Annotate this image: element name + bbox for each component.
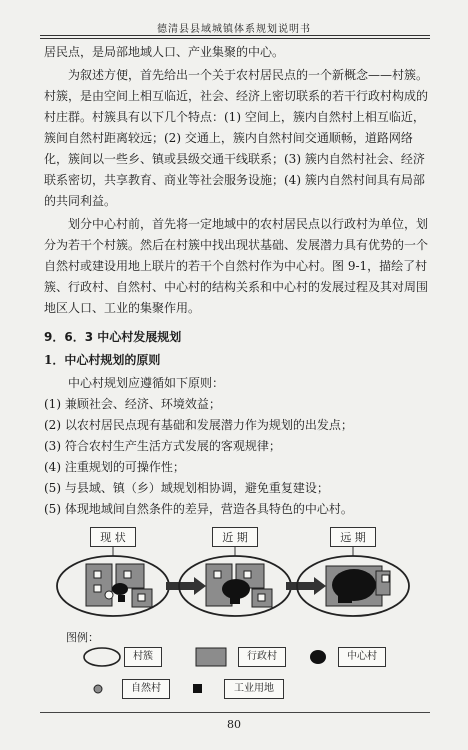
- stage-long-term: [297, 547, 409, 616]
- page-header: 德清县县域城镇体系规划说明书: [157, 24, 311, 35]
- header-rule-thick: [40, 35, 430, 36]
- natural-village: [382, 575, 389, 582]
- stage-label-near-term: 近 期: [212, 527, 258, 547]
- industrial-land: [230, 596, 240, 604]
- paragraph-3: 划分中心村前，首先将一定地域中的农村居民点以行政村为单位，划分为若干个村簇。然后在村簇中找出现状基础、发展潜力具有优势的一个自然村或建设用地上联片的若干个自然村作为中心村。图 9-1，描绘了村簇、行政村、自然村、中心村的结构关系和中心村的发展过程及其对周围地区人口、工业的集聚作用。: [44, 217, 429, 315]
- industrial-land: [338, 591, 352, 603]
- principle-item: (1) 兼顾社会、经济、环境效益；: [44, 397, 221, 411]
- section-heading: 9．6．3 中心村发展规划: [44, 330, 182, 344]
- footer-rule: [40, 712, 430, 713]
- principles-intro: 中心村规划应遵循如下原则：: [68, 376, 225, 390]
- figure-9-1: [46, 519, 430, 705]
- principle-item: (4) 注重规划的可操作性；: [44, 460, 185, 474]
- arrow-right-icon: [286, 577, 326, 595]
- principle-item: (5) 体现地域间自然条件的差异，营造各具特色的中心村。: [44, 502, 353, 516]
- principle-item: (2) 以农村居民点现有基础和发展潜力作为规划的出发点；: [44, 418, 353, 432]
- legend-cluster-symbol: [84, 648, 120, 666]
- industrial-land: [118, 595, 125, 602]
- natural-village: [94, 585, 101, 592]
- natural-village: [258, 594, 265, 601]
- legend-natural-village-symbol: [94, 685, 102, 693]
- natural-village: [138, 594, 145, 601]
- natural-village: [244, 571, 251, 578]
- legend-center-village-symbol: [310, 650, 326, 664]
- page-number: 80: [227, 718, 241, 731]
- legend-label-natural-village: 自然村: [122, 679, 170, 699]
- principles-list: [44, 394, 432, 520]
- subsection-heading: 1．中心村规划的原则: [44, 353, 161, 367]
- header-rule-thin: [40, 38, 430, 39]
- natural-village: [94, 571, 101, 578]
- legend-industrial-land-symbol: [193, 684, 202, 693]
- paragraph-1: 居民点，是局部地域人口、产业集聚的中心。: [44, 45, 285, 59]
- arrow-right-icon: [166, 577, 206, 595]
- stages-diagram: [46, 519, 430, 629]
- legend-admin-village-symbol: [196, 648, 226, 666]
- center-village: [112, 583, 128, 595]
- paragraph-2: 为叙述方便，首先给出一个关于农村居民点的一个新概念——村簇。村簇，是由空间上相互临近，社会、经济上密切联系的若干行政村构成的村庄群。村簇具有以下几个特点：(1) 空间上，簇内自然村上相互临近，簇间自然村距离较远；(2) 交通上，簇内自然村间交通顺畅，道路网络化，簇间以一些乡、镇或县级交通干线联系；(3) 簇内自然村社会、经济联系密切，共享教育、商业等社会服务设施；(4) 簇内自然村间具有局部的共同利益。: [44, 68, 429, 208]
- legend-label-industrial-land: 工业用地: [224, 679, 284, 699]
- principle-item: (3) 符合农村生产生活方式发展的客观规律；: [44, 439, 281, 453]
- natural-village: [124, 571, 131, 578]
- stage-current: [57, 547, 169, 616]
- stage-label-current: 现 状: [90, 527, 136, 547]
- legend-label-cluster: 村簇: [124, 647, 162, 667]
- stage-label-long-term: 远 期: [330, 527, 376, 547]
- legend-label-center-village: 中心村: [338, 647, 386, 667]
- principle-item: (5) 与县域、镇（乡）域规划相协调，避免重复建设；: [44, 481, 329, 495]
- body-text: [44, 42, 432, 520]
- legend-label-admin-village: 行政村: [238, 647, 286, 667]
- natural-village: [105, 591, 113, 599]
- natural-village: [214, 571, 221, 578]
- legend-title: 图例：: [66, 631, 99, 644]
